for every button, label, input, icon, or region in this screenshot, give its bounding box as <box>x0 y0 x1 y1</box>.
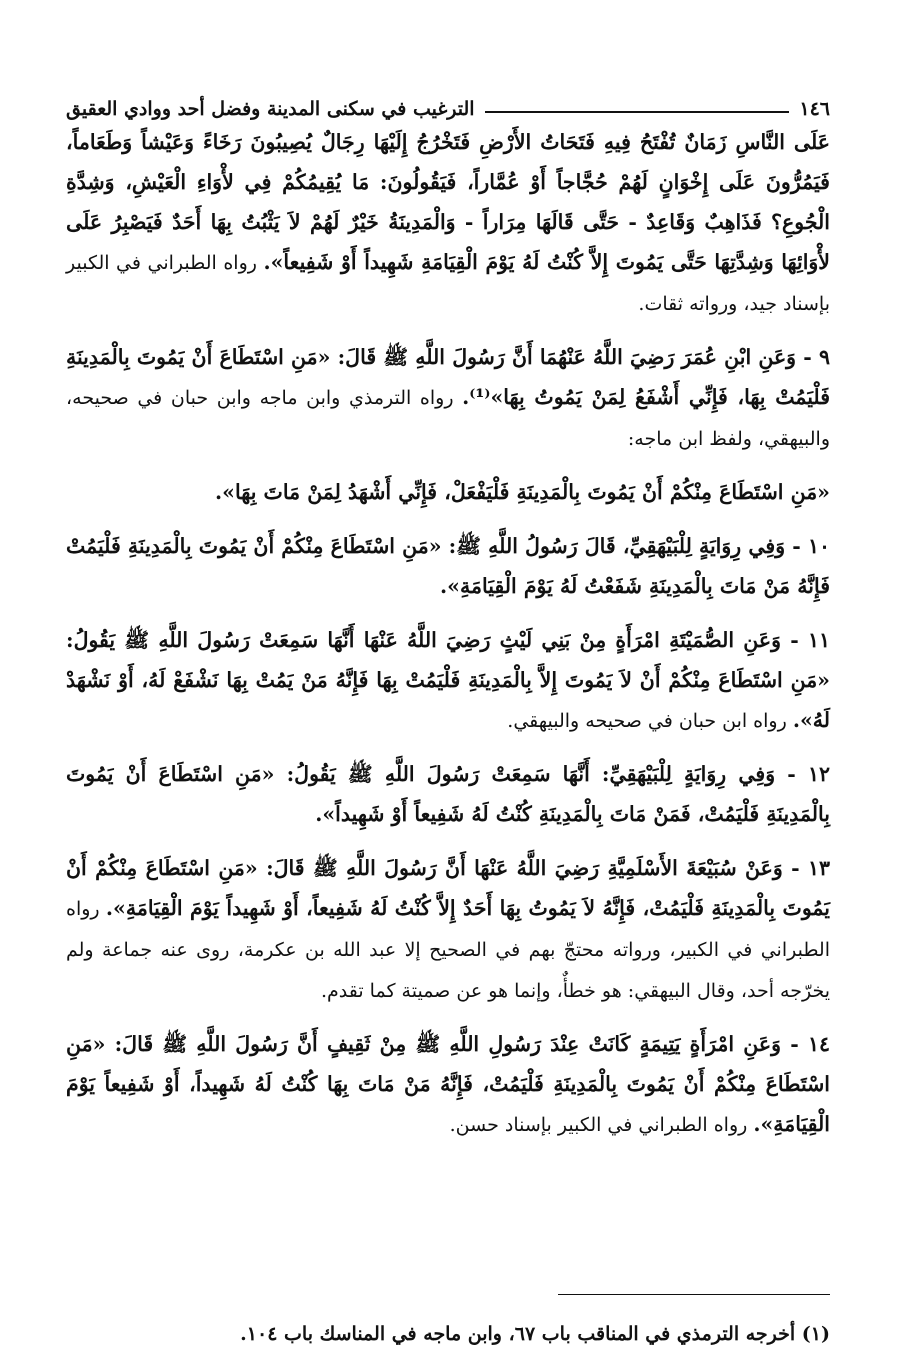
footnote: (١) أخرجه الترمذي في المناقب باب ٦٧، وابن ماجه في المناسك باب ١٠٤. <box>240 1323 830 1345</box>
running-title: الترغيب في سكنى المدينة وفضل أحد ووادي العقيق <box>66 98 475 120</box>
hadith-text: ١١ - وَعَنِ الصُّمَيْتَةِ امْرَأَةٍ مِنْ بَنِي لَيْثٍ رَضِيَ اللَّهُ عَنْهَا أَنَّهَا سَمِعَتْ رَسُولَ اللَّهِ ﷺ يَقُولُ: «مَنِ اسْتَطَاعَ مِنْكُمْ أَنْ لاَ يَمُوتَ إِلاَّ بِالْمَدِينَةِ فَلْيَمُتْ بِهَا فَإِنَّهُ مَنْ يَمُتْ بِهَا نَشْفَعْ لَهُ، أَوْ نَشْهَدْ لَهُ». <box>66 628 830 732</box>
footnote-separator <box>558 1294 830 1295</box>
hadith-text: ٩ - وَعَنِ ابْنِ عُمَرَ رَضِيَ اللَّهُ عَنْهُمَا أَنَّ رَسُولَ اللَّهِ ﷺ قَالَ: «مَنِ اسْتَطَاعَ أَنْ يَمُوتَ بِالْمَدِينَةِ فَلْيَمُتْ بِهَا، فَإِنِّي أَشْفَعُ لِمَنْ يَمُوتُ بِهَا»⁽¹⁾. <box>66 345 830 409</box>
paragraph-hadith-13 <box>66 848 830 1011</box>
hadith-text: ١٠ - وَفِي رِوَايَةٍ لِلْبَيْهَقِيِّ، قَالَ رَسُولُ اللَّهِ ﷺ: «مَنِ اسْتَطَاعَ مِنْكُمْ أَنْ يَمُوتَ بِالْمَدِينَةِ فَلْيَمُتْ فَإِنَّهُ مَنْ مَاتَ بِالْمَدِينَةِ شَفَعْتُ لَهُ يَوْمَ الْقِيَامَةِ». <box>66 534 830 598</box>
hadith-text: ١٣ - وَعَنْ سُبَيْعَةَ الأَسْلَمِيَّةِ رَضِيَ اللَّهُ عَنْهَا أَنَّ رَسُولَ اللَّهِ ﷺ قَالَ: «مَنِ اسْتَطَاعَ مِنْكُمْ أَنْ يَمُوتَ بِالْمَدِينَةِ فَلْيَمُتْ، فَإِنَّهُ لاَ يَمُوتُ بِهَا أَحَدٌ إِلاَّ كُنْتُ لَهُ شَفِيعاً، أَوْ شَهِيداً يَوْمَ الْقِيَامَةِ». <box>66 856 830 920</box>
paragraph-hadith-10 <box>66 526 830 607</box>
hadith-text: عَلَى النَّاسِ زَمَانٌ تُفْتَحُ فِيهِ فَتَحَاتُ الأَرْضِ فَتَخْرُجُ إِلَيْهَا رِجَالٌ يُصِيبُونَ رَخَاءً وَعَيْشاً وَطَعَاماً، فَيَمُرُّونَ عَلَى إِخْوَانٍ لَهُمْ حُجَّاجاً أَوْ عُمَّاراً، فَيَقُولُونَ: مَا يُقِيمُكُمْ فِي لأْوَاءِ الْعَيْشِ، وَشِدَّةِ الْجُوعِ؟ فَذَاهِبٌ وَقَاعِدٌ - حَتَّى قَالَهَا مِرَاراً - وَالْمَدِينَةُ خَيْرٌ لَهُمْ لاَ يَثْبُتُ بِهَا أَحَدٌ فَيَصْبِرُ عَلَى لأْوَائِهَا وَشِدَّتِهَا حَتَّى يَمُوتَ إِلاَّ كُنْتُ لَهُ يَوْمَ الْقِيَامَةِ شَهِيداً أَوْ شَفِيعاً». <box>66 130 830 274</box>
page-header <box>66 86 830 120</box>
narration-note: رواه ابن حبان في صحيحه والبيهقي. <box>507 710 793 732</box>
paragraph-hadith-11 <box>66 620 830 741</box>
narration-note: رواه الطبراني في الكبير بإسناد جيد، ورواته ثقات. <box>66 252 830 315</box>
header-rule <box>485 111 790 113</box>
hadith-text: ١٤ - وَعَنِ امْرَأَةٍ يَتِيمَةٍ كَانَتْ عِنْدَ رَسُولِ اللَّهِ ﷺ مِنْ ثَقِيفٍ أَنَّ رَسُولَ اللَّهِ ﷺ قَالَ: «مَنِ اسْتَطَاعَ مِنْكُمْ أَنْ يَمُوتَ بِالْمَدِينَةِ فَلْيَمُتْ، فَإِنَّهُ مَنْ مَاتَ بِهَا كُنْتُ لَهُ شَهِيداً، أَوْ شَفِيعاً يَوْمَ الْقِيَامَةِ». <box>66 1032 830 1136</box>
paragraph-continuation <box>66 122 830 324</box>
page-body <box>66 122 830 1158</box>
paragraph-hadith-12 <box>66 754 830 835</box>
narration-note: رواه الطبراني في الكبير بإسناد حسن. <box>449 1114 754 1136</box>
hadith-text: «مَنِ اسْتَطَاعَ مِنْكُمْ أَنْ يَمُوتَ بِالْمَدِينَةِ فَلْيَفْعَلْ، فَإِنِّي أَشْهَدُ لِمَنْ مَاتَ بِهَا». <box>215 480 830 504</box>
hadith-text: ١٢ - وَفِي رِوَايَةٍ لِلْبَيْهَقِيِّ: أَنَّهَا سَمِعَتْ رَسُولَ اللَّهِ ﷺ يَقُولُ: «مَنِ اسْتَطَاعَ أَنْ يَمُوتَ بِالْمَدِينَةِ فَلْيَمُتْ، فَمَنْ مَاتَ بِالْمَدِينَةِ كُنْتُ لَهُ شَفِيعاً أَوْ شَهِيداً». <box>66 762 830 826</box>
page-number: ١٤٦ <box>799 98 830 120</box>
paragraph-ibn-majah-wording <box>66 472 830 513</box>
paragraph-hadith-14 <box>66 1024 830 1145</box>
narration-note: رواه الترمذي وابن ماجه وابن حبان في صحيحه، والبيهقي، ولفظ ابن ماجه: <box>66 387 830 450</box>
paragraph-hadith-9 <box>66 337 830 459</box>
narration-note: رواه الطبراني في الكبير، ورواته محتجّ بهم في الصحيح إلا عبد الله بن عكرمة، روى عنه جماعة ولم يخرّجه أحد، وقال البيهقي: هو خطأٌ، وإنما هو عن صميتة كما تقدم. <box>66 898 830 1002</box>
